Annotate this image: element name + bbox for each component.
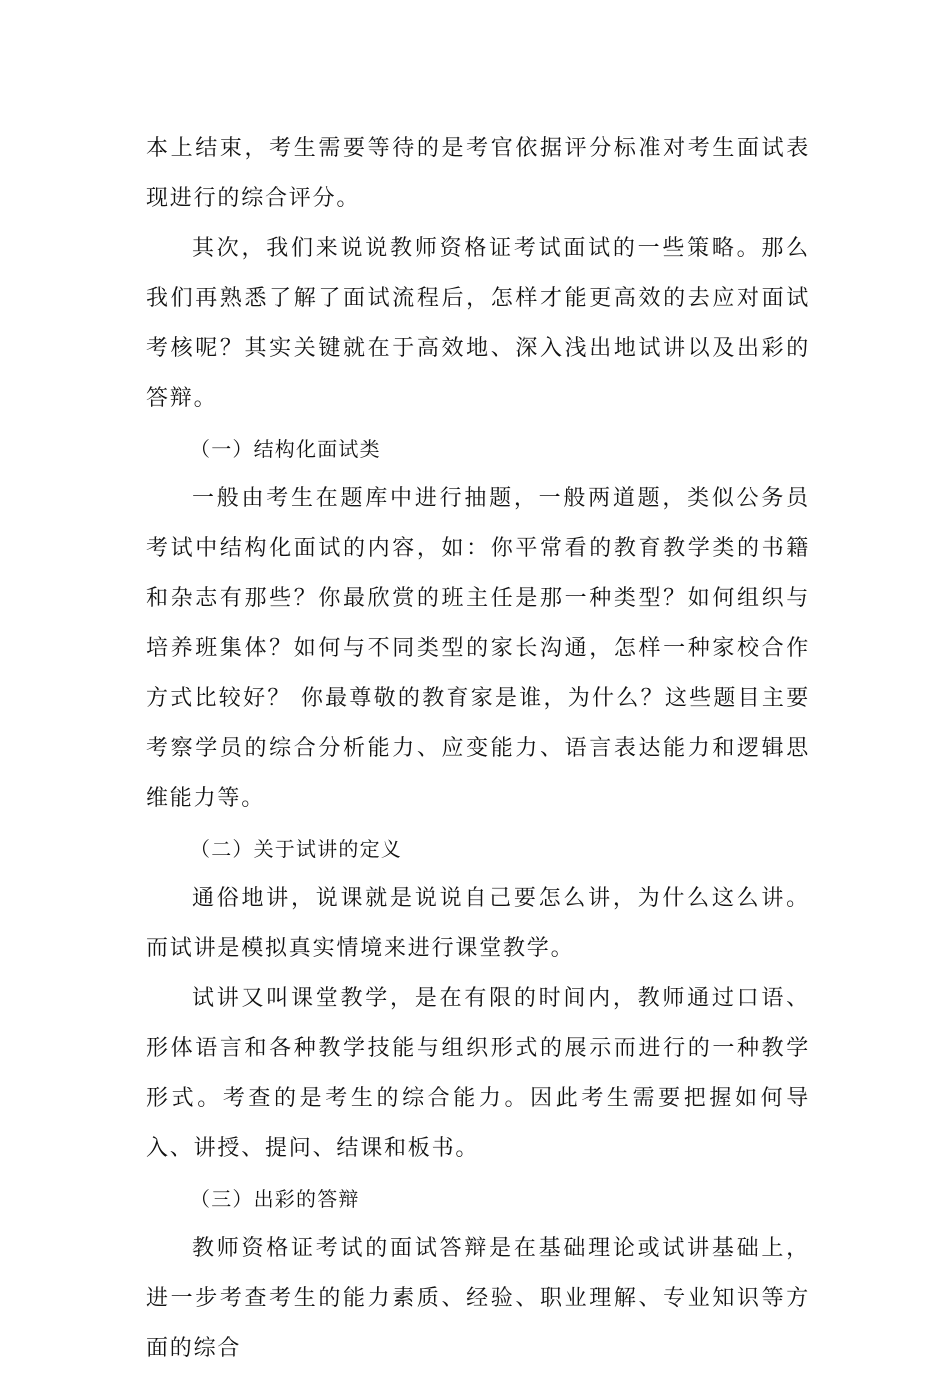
- paragraph-defense: 教师资格证考试的面试答辩是在基础理论或试讲基础上，进一步考查考生的能力素质、经验、职业理解、专业知识等方面的综合: [146, 1236, 810, 1361]
- paragraph-structured-interview: 一般由考生在题库中进行抽题，一般两道题，类似公务员考试中结构化面试的内容，如：你平常看的教育教学类的书籍和杂志有那些？你最欣赏的班主任是那一种类型？如何组织与培养班集体？如何与不同类型的家长沟通，怎样一种家校合作方式比较好？ 你最尊敬的教育家是谁，为什么？这些题目主要考察学员的综合分析能力、应变能力、语言表达能力和逻辑思维能力等。: [146, 486, 810, 811]
- section-heading-structured-interview: （一）结构化面试类: [190, 437, 381, 461]
- section-heading-defense: （三）出彩的答辩: [190, 1187, 360, 1211]
- paragraph-trial-lecture-detail: 试讲又叫课堂教学，是在有限的时间内，教师通过口语、形体语言和各种教学技能与组织形式的展示而进行的一种教学形式。考查的是考生的综合能力。因此考生需要把握如何导入、讲授、提问、结课和板书。: [146, 986, 810, 1161]
- section-heading-trial-lecture: （二）关于试讲的定义: [190, 837, 402, 861]
- document-page: [146, 124, 810, 1374]
- paragraph-continuation: 本上结束，考生需要等待的是考官依据评分标准对考生面试表现进行的综合评分。: [146, 136, 810, 211]
- paragraph-trial-lecture-definition: 通俗地讲，说课就是说说自己要怎么讲，为什么这么讲。而试讲是模拟真实情境来进行课堂教学。: [146, 886, 810, 961]
- paragraph-strategy-intro: 其次，我们来说说教师资格证考试面试的一些策略。那么我们再熟悉了解了面试流程后，怎样才能更高效的去应对面试考核呢？其实关键就在于高效地、深入浅出地试讲以及出彩的答辩。: [146, 236, 810, 411]
